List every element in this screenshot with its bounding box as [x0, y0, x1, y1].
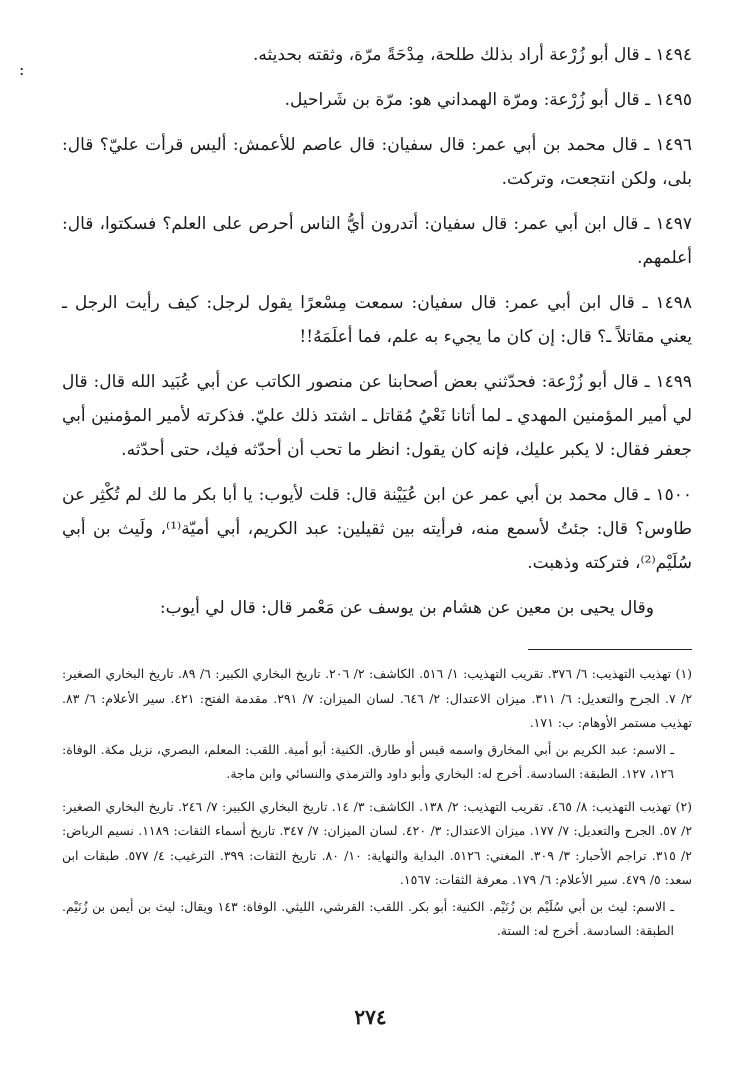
footnote-2-sources: (٢) تهذيب التهذيب: ٨/ ٤٦٥. تقريب التهذيب: ٢/ ١٣٨. الكاشف: ٣/ ١٤. تاريخ البخاري الكبير: ٧/ ٢٤٦. تاريخ البخاري الصغير: ٢/ ٥٧. الجرح والتعديل: ٧/ ١٧٧. ميزان الاعتدال: ٣/ ٤٢٠. لسان الميزان: ٧/ ٣٤٧. تاريخ أسماء الثقات: ١١٨٩. نسيم الرياض: ٢/ ٣١٥. تراجم الأحبار: ٣/ ٣٠٩. المغني: ٥١٢٦. البداية والنهاية: ١٠/ ٨٠. تاريخ الثقات: ٣٩٩. الترغيب: ٤/ ٥٧٧. طبقات ابن سعد: ٥/ ٤٧٩. سير الأعلام: ٦/ ١٧٩. معرفة الثقات: ١٥٦٧.	[62, 798, 693, 887]
page-number: ٢٧٤	[354, 1005, 387, 1029]
paragraph-1494: ١٤٩٤ ـ قال أبو زُرْعة أراد بذلك طلحة، مِدْحَةً مرّة، وثقته بحديثه.	[253, 45, 692, 65]
paragraph-continuation: وقال يحيى بن معين عن هشام بن يوسف عن مَعْمر قال: قال لي أيوب:	[159, 598, 654, 618]
paragraph-1496: ١٤٩٦ ـ قال محمد بن أبي عمر: قال سفيان: قال عاصم للأعمش: أليس قرأت عليّ؟ قال: بلى، ولكن انتجعت، وتركت.	[62, 135, 692, 189]
footnote-divider	[528, 649, 692, 650]
paragraph-1497: ١٤٩٧ ـ قال ابن أبي عمر: قال سفيان: أتدرون أيُّ الناس أحرص على العلم؟ فسكتوا، قال: أعلمهم.	[62, 214, 692, 268]
footnote-1-sources: (١) تهذيب التهذيب: ٦/ ٣٧٦. تقريب التهذيب: ١/ ٥١٦. الكاشف: ٢/ ٢٠٦. تاريخ البخاري الكبير: ٦/ ٨٩. تاريخ البخاري الصغير: ٢/ ٧. الجرح والتعديل: ٦/ ٣١١. ميزان الاعتدال: ٢/ ٦٤٦. لسان الميزان: ٧/ ٢٩١. مقدمة الفتح: ٤٢١. سير الأعلام: ٦/ ٨٣. تهذيب مستمر الأوهام: ب: ١٧١.	[62, 666, 693, 730]
paragraph-1495: ١٤٩٥ ـ قال أبو زُرْعة: ومرّة الهمداني هو: مرّة بن شَراحيل.	[284, 90, 692, 110]
page-body	[62, 38, 692, 952]
paragraph-1498: ١٤٩٨ ـ قال ابن أبي عمر: قال سفيان: سمعت مِسْعرًا يقول لرجل: كيف رأيت الرجل ـ يعني مقاتلاً ـ؟ قال: إن كان ما يجيء به علم، فما أعلَمَهُ!!	[62, 293, 692, 347]
margin-mark: :	[19, 60, 25, 79]
paragraph-1499: ١٤٩٩ ـ قال أبو زُرْعة: فحدّثني بعض أصحابنا عن منصور الكاتب عن أبي عُبَيد الله قال: قال لي أمير المؤمنين المهدي ـ لما أتانا نَعْيُ مُقاتل ـ اشتد ذلك عليّ. فذكرته لأمير المؤمنين أبي جعفر فقال: لا يكبر عليك، فإنه كان يقول: انظر ما تحب أن أحدّثه فيك، حتى أحدّثه.	[62, 372, 692, 460]
footnote-1-biography: ـ الاسم: عبد الكريم بن أبي المخارق واسمه قيس أو طارق. الكنية: أبو أمية. اللقب: المعلم، البصري، نزيل مكة. الوفاة: ١٢٦، ١٢٧. الطبقة: السادسة. أخرج له: البخاري وأبو داود والترمذي والنسائي وابن ماجة.	[62, 741, 674, 781]
paragraph-1500: ١٥٠٠ ـ قال محمد بن أبي عمر عن ابن عُيَيْنة قال: قلت لأيوب: يا أبا بكر ما لك لم تُكْثِر عن طاوس؟ قال: جئتُ لأسمع منه، فرأيته بين ثقيلين: عبد الكريم، أبي أميّة⁽¹⁾، ولَيث بن أبي سُلَيْم⁽²⁾، فتركته وذهبت.	[62, 485, 692, 573]
footnote-2-biography: ـ الاسم: ليث بن أبي سُلَيْم بن زُنَيْم. الكنية: أبو بكر. اللقب: القرشي، الليثي. الوفاة: ١٤٣ ويقال: ليث بن أيمن بن زُنَيْم. الطبقة: السادسة. أخرج له: الستة.	[62, 898, 674, 938]
